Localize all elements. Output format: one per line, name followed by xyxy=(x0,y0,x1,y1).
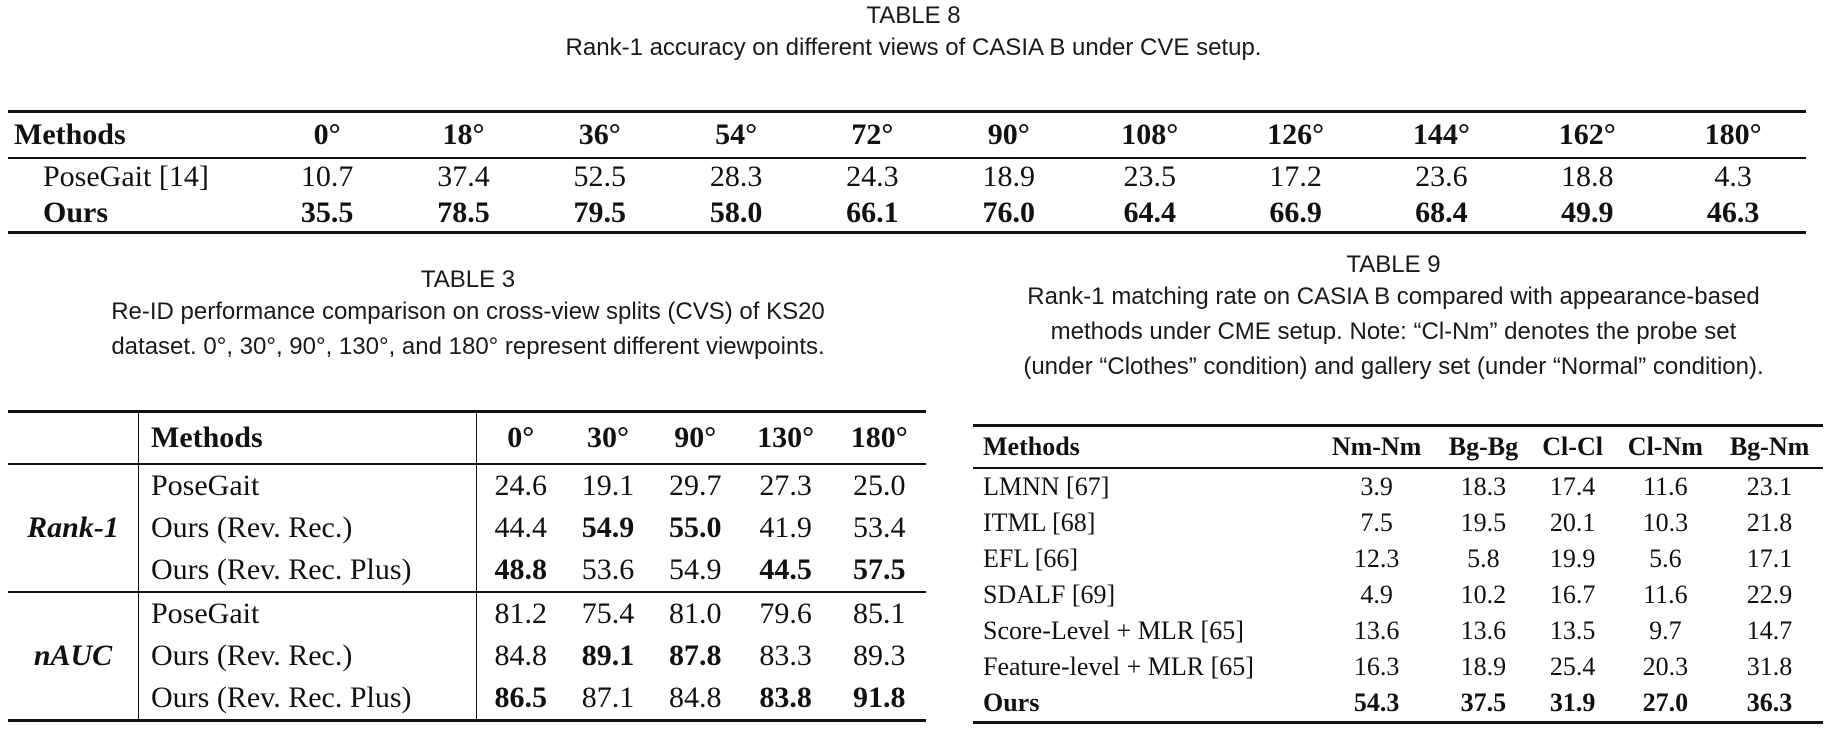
value-cell: 23.5 xyxy=(1123,160,1177,193)
table3-label: TABLE 3 xyxy=(420,266,516,293)
value-cell: 10.3 xyxy=(1642,508,1689,537)
value-cell: 17.4 xyxy=(1549,472,1596,501)
method-cell: LMNN [67] xyxy=(983,472,1110,501)
value-cell: 27.0 xyxy=(1642,688,1689,717)
table9-header-cell: Cl-Cl xyxy=(1531,426,1615,469)
method-cell: Ours xyxy=(983,688,1040,717)
value-cell: 21.8 xyxy=(1746,508,1793,537)
value-cell: 85.1 xyxy=(832,592,926,635)
table8-caption xyxy=(0,2,1827,65)
table-row xyxy=(973,468,1823,505)
value-cell: 17.2 xyxy=(1269,160,1322,193)
method-cell: Score-Level + MLR [65] xyxy=(983,616,1244,645)
value-cell: 29.7 xyxy=(669,469,722,502)
value-cell: 23.6 xyxy=(1415,160,1468,193)
value-cell: 35.5 xyxy=(300,196,354,229)
table8 xyxy=(8,110,1806,234)
value-cell: 37.4 xyxy=(437,160,490,193)
table3-header-row xyxy=(8,412,926,465)
value-cell: 75.4 xyxy=(564,592,651,635)
value-cell: 19.5 xyxy=(1460,508,1507,537)
table8-header-cell: 0° xyxy=(259,112,395,159)
table-row xyxy=(8,158,1806,195)
value-cell: 13.5 xyxy=(1549,616,1596,645)
table8-header-cell: 90° xyxy=(941,112,1077,159)
table-row xyxy=(8,549,926,592)
table9-label: TABLE 9 xyxy=(1346,251,1441,278)
value-cell: 16.3 xyxy=(1353,652,1400,681)
value-cell: 84.8 xyxy=(669,681,722,714)
method-cell: Ours (Rev. Rec.) xyxy=(139,635,477,677)
value-cell: 58.0 xyxy=(709,196,763,229)
table3-header-cell: 0° xyxy=(477,412,565,465)
value-cell: 79.6 xyxy=(739,592,833,635)
table8-header-cell: Methods xyxy=(8,112,259,159)
table3-caption xyxy=(0,266,936,364)
method-cell: PoseGait [14] xyxy=(43,160,209,193)
table-row xyxy=(8,677,926,721)
table-row xyxy=(8,507,926,549)
value-cell: 44.5 xyxy=(759,553,812,586)
table-row xyxy=(8,195,1806,233)
value-cell: 17.1 xyxy=(1746,544,1793,573)
table9-caption-line: Rank-1 matching rate on CASIA B compared with appearance-based xyxy=(1027,283,1760,310)
table3-header-cell: 90° xyxy=(652,412,739,465)
table3-header-cell: 130° xyxy=(739,412,833,465)
method-cell: ITML [68] xyxy=(983,508,1096,537)
value-cell: 20.1 xyxy=(1549,508,1596,537)
value-cell: 87.1 xyxy=(581,681,635,714)
value-cell: 87.8 xyxy=(669,639,722,672)
table-row xyxy=(8,592,926,635)
value-cell: 55.0 xyxy=(669,511,722,544)
value-cell: 18.3 xyxy=(1460,472,1507,501)
value-cell: 19.9 xyxy=(1549,544,1596,573)
method-cell: PoseGait xyxy=(139,464,477,507)
table9-header-cell: Nm-Nm xyxy=(1317,426,1436,469)
value-cell: 89.3 xyxy=(852,639,906,672)
value-cell: 5.6 xyxy=(1649,544,1682,573)
table8-header-cell: 54° xyxy=(668,112,804,159)
table-row xyxy=(8,635,926,677)
table-row xyxy=(973,685,1823,723)
table3 xyxy=(8,410,926,722)
value-cell: 81.2 xyxy=(477,592,565,635)
table3-header-cell xyxy=(8,412,139,465)
value-cell: 54.3 xyxy=(1353,688,1400,717)
value-cell: 19.1 xyxy=(581,469,635,502)
value-cell: 24.6 xyxy=(494,469,547,502)
table3-caption-line: dataset. 0°, 30°, 90°, 130°, and 180° represent different viewpoints. xyxy=(111,333,825,360)
value-cell: 66.9 xyxy=(1269,196,1322,229)
table3-header-cell: 30° xyxy=(564,412,651,465)
table9 xyxy=(973,424,1823,724)
table8-header-cell: 36° xyxy=(532,112,668,159)
value-cell: 37.5 xyxy=(1460,688,1507,717)
table9-header-row xyxy=(973,426,1823,469)
method-cell: PoseGait xyxy=(139,592,477,635)
table8-label: TABLE 8 xyxy=(866,2,961,29)
method-cell: EFL [66] xyxy=(983,544,1079,573)
value-cell: 49.9 xyxy=(1560,196,1614,229)
value-cell: 18.9 xyxy=(1460,652,1507,681)
table8-caption-text: Rank-1 accuracy on different views of CASIA B under CVE setup. xyxy=(565,34,1262,61)
table8-header-row xyxy=(8,112,1806,159)
table9-caption-line: (under “Clothes” condition) and gallery set (under “Normal” condition). xyxy=(1023,353,1764,380)
value-cell: 91.8 xyxy=(852,681,906,714)
value-cell: 11.6 xyxy=(1643,580,1688,609)
value-cell: 68.4 xyxy=(1415,196,1468,229)
value-cell: 18.8 xyxy=(1560,160,1614,193)
method-cell: Ours (Rev. Rec.) xyxy=(139,507,477,549)
table8-header-cell: 126° xyxy=(1223,112,1369,159)
table3-header-cell: 180° xyxy=(832,412,926,465)
table-row xyxy=(8,464,926,507)
table8-header-cell: 72° xyxy=(804,112,940,159)
table9-header-cell: Bg-Bg xyxy=(1436,426,1531,469)
value-cell: 11.6 xyxy=(1643,472,1688,501)
value-cell: 20.3 xyxy=(1642,652,1689,681)
value-cell: 25.0 xyxy=(852,469,906,502)
value-cell: 79.5 xyxy=(573,196,627,229)
value-cell: 18.9 xyxy=(982,160,1035,193)
table9-header-cell: Methods xyxy=(973,426,1317,469)
value-cell: 27.3 xyxy=(759,469,812,502)
value-cell: 28.3 xyxy=(709,160,763,193)
value-cell: 83.8 xyxy=(759,681,812,714)
value-cell: 83.3 xyxy=(759,639,812,672)
value-cell: 54.9 xyxy=(669,553,722,586)
table8-header-cell: 162° xyxy=(1514,112,1660,159)
table3-caption-line: Re-ID performance comparison on cross-view splits (CVS) of KS20 xyxy=(111,298,825,325)
value-cell: 86.5 xyxy=(494,681,547,714)
value-cell: 12.3 xyxy=(1353,544,1400,573)
value-cell: 48.8 xyxy=(494,553,547,586)
table-row xyxy=(973,649,1823,685)
value-cell: 64.4 xyxy=(1123,196,1177,229)
table8-header-cell: 180° xyxy=(1660,112,1806,159)
value-cell: 10.2 xyxy=(1460,580,1507,609)
table-row xyxy=(973,505,1823,541)
table-row xyxy=(973,577,1823,613)
value-cell: 76.0 xyxy=(982,196,1035,229)
table8-header-cell: 144° xyxy=(1369,112,1515,159)
value-cell: 84.8 xyxy=(494,639,547,672)
method-cell: Ours (Rev. Rec. Plus) xyxy=(139,677,477,721)
value-cell: 78.5 xyxy=(437,196,490,229)
value-cell: 24.3 xyxy=(846,160,899,193)
table8-header-cell: 108° xyxy=(1077,112,1223,159)
value-cell: 36.3 xyxy=(1746,688,1793,717)
value-cell: 9.7 xyxy=(1649,616,1682,645)
table9-caption-line: methods under CME setup. Note: “Cl-Nm” denotes the probe set xyxy=(1050,318,1737,345)
value-cell: 89.1 xyxy=(581,639,635,672)
value-cell: 52.5 xyxy=(573,160,627,193)
value-cell: 7.5 xyxy=(1360,508,1393,537)
group-label-rank1: Rank-1 xyxy=(8,464,139,592)
value-cell: 4.3 xyxy=(1714,160,1752,193)
method-cell: Ours xyxy=(43,196,109,229)
table9-header-cell: Cl-Nm xyxy=(1615,426,1717,469)
value-cell: 13.6 xyxy=(1460,616,1507,645)
method-cell: Feature-level + MLR [65] xyxy=(983,652,1254,681)
value-cell: 54.9 xyxy=(581,511,635,544)
method-cell: SDALF [69] xyxy=(983,580,1116,609)
table-row xyxy=(973,541,1823,577)
value-cell: 5.8 xyxy=(1467,544,1500,573)
table-row xyxy=(973,613,1823,649)
value-cell: 4.9 xyxy=(1360,580,1393,609)
group-label-nauc: nAUC xyxy=(8,592,139,721)
method-cell: Ours (Rev. Rec. Plus) xyxy=(139,549,477,592)
value-cell: 16.7 xyxy=(1549,580,1596,609)
value-cell: 53.6 xyxy=(581,553,635,586)
value-cell: 81.0 xyxy=(652,592,739,635)
value-cell: 3.9 xyxy=(1360,472,1393,501)
value-cell: 57.5 xyxy=(852,553,906,586)
value-cell: 23.1 xyxy=(1746,472,1793,501)
table8-header-cell: 18° xyxy=(395,112,531,159)
value-cell: 44.4 xyxy=(494,511,547,544)
value-cell: 14.7 xyxy=(1746,616,1793,645)
value-cell: 13.6 xyxy=(1353,616,1400,645)
table9-caption xyxy=(960,251,1827,384)
table9-header-cell: Bg-Nm xyxy=(1716,426,1823,469)
value-cell: 31.9 xyxy=(1549,688,1596,717)
value-cell: 31.8 xyxy=(1746,652,1793,681)
value-cell: 41.9 xyxy=(759,511,812,544)
value-cell: 25.4 xyxy=(1549,652,1596,681)
value-cell: 46.3 xyxy=(1706,196,1760,229)
table3-header-cell: Methods xyxy=(139,412,477,465)
value-cell: 66.1 xyxy=(846,196,899,229)
value-cell: 10.7 xyxy=(300,160,354,193)
value-cell: 22.9 xyxy=(1746,580,1793,609)
value-cell: 53.4 xyxy=(852,511,906,544)
